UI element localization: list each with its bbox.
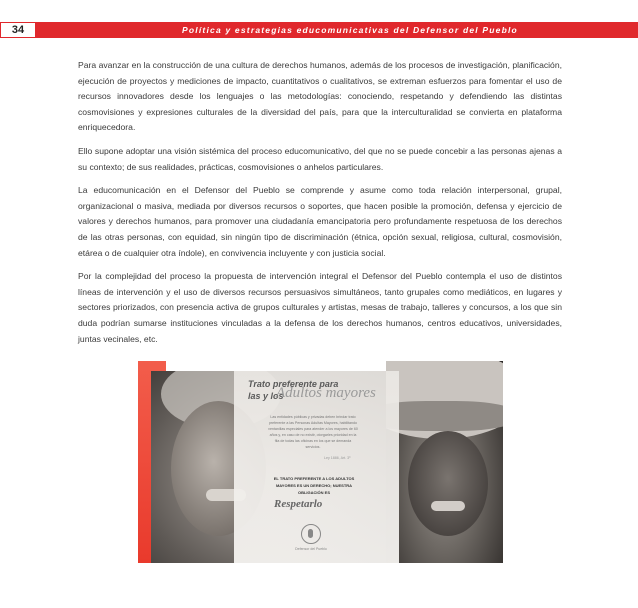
- paragraph: Para avanzar en la construcción de una cultura de derechos humanos, además de los procesos de investigación, planificación, ejecución de proyectos y mediciones de impacto, cuantitativos o cualitativos, se extreman esfuerzos para fomentar el uso de recursos innovadores desde los lenguajes o las metodologías: conociendo, respetando y defendiendo las distintas cosmovisiones y expresiones culturales de la diversidad del país, para que la interculturalidad se convierta en plataforma enriquecedora.: [78, 60, 562, 133]
- poster-body-text: Las entidades públicas y privadas deben brindar trato preferente a las Personas Adultas Mayores, habilitando ventanillas especiales para atender a los mayores de 60 años y, en caso de no existir, otorgarles prioridad en la fila de todas las oficinas en los que se demanda servicios.: [268, 415, 358, 449]
- poster-text-panel: [234, 371, 399, 563]
- paragraph: La educomunicación en el Defensor del Pueblo se comprende y asume como toda relación interpersonal, grupal, organizacional o masiva, mediada por diversos recursos o soportes, que hacen posible la promoción, defensa y ejercicio de valores y derechos humanos, para promover una ciudadanía emancipatoria pero profundamente respetuosa de los derechos de las otras personas, con equidad, sin ningún tipo de discriminación (étnica, opción sexual, religiosa, cultural, cosmovisión, etárea o de cualquier otra índole), en convivencia incluyente y con justicia social.: [78, 185, 562, 258]
- poster-slogan: EL TRATO PREFERENTE A LOS ADULTOS MAYORES ES UN DERECHO; NUESTRA OBLIGACIÓN ES: [273, 476, 355, 495]
- defensor-seal-icon: [301, 524, 321, 544]
- running-header: [0, 22, 638, 38]
- elderly-woman-photo: [386, 361, 503, 563]
- main-text: [78, 58, 562, 355]
- poster-title: las y los: [248, 391, 284, 401]
- seal-caption: Defensor del Pueblo: [295, 547, 327, 551]
- paragraph: Ello supone adoptar una visión sistémica del proceso educomunicativo, del que no se puede concebir a las personas ajenas a su contexto; de sus realidades, prácticas, cosmovisiones o anhelos particulares.: [78, 145, 562, 172]
- poster-title: Trato preferente para: [248, 379, 339, 389]
- poster-script-word: Respetarlo: [274, 498, 323, 510]
- paragraph: Por la complejidad del proceso la propuesta de intervención integral el Defensor del Pueblo contempla el uso de distintos líneas de intervención y el uso de diversos recursos persuasivos simultáneos, tanto grupales como mediáticos, en lugares y sectores priorizados, con presencia activa de grupos culturales y artistas, mesas de trabajo, talleres y concursos, a los que sin duda podrían sumarse instituciones vinculadas a la defensa de los derechos humanos, centros educativos, universidades, juntas vecinales, etc.: [78, 271, 562, 344]
- poster-reference: Ley 1886, Art. 3º: [324, 456, 351, 460]
- campaign-poster-image: [138, 361, 503, 563]
- running-title: Política y estrategias educomunicativas del Defensor del Pueblo: [182, 25, 518, 35]
- page-number: 34: [0, 22, 36, 38]
- poster-title-script: Adultos mayores: [276, 385, 376, 401]
